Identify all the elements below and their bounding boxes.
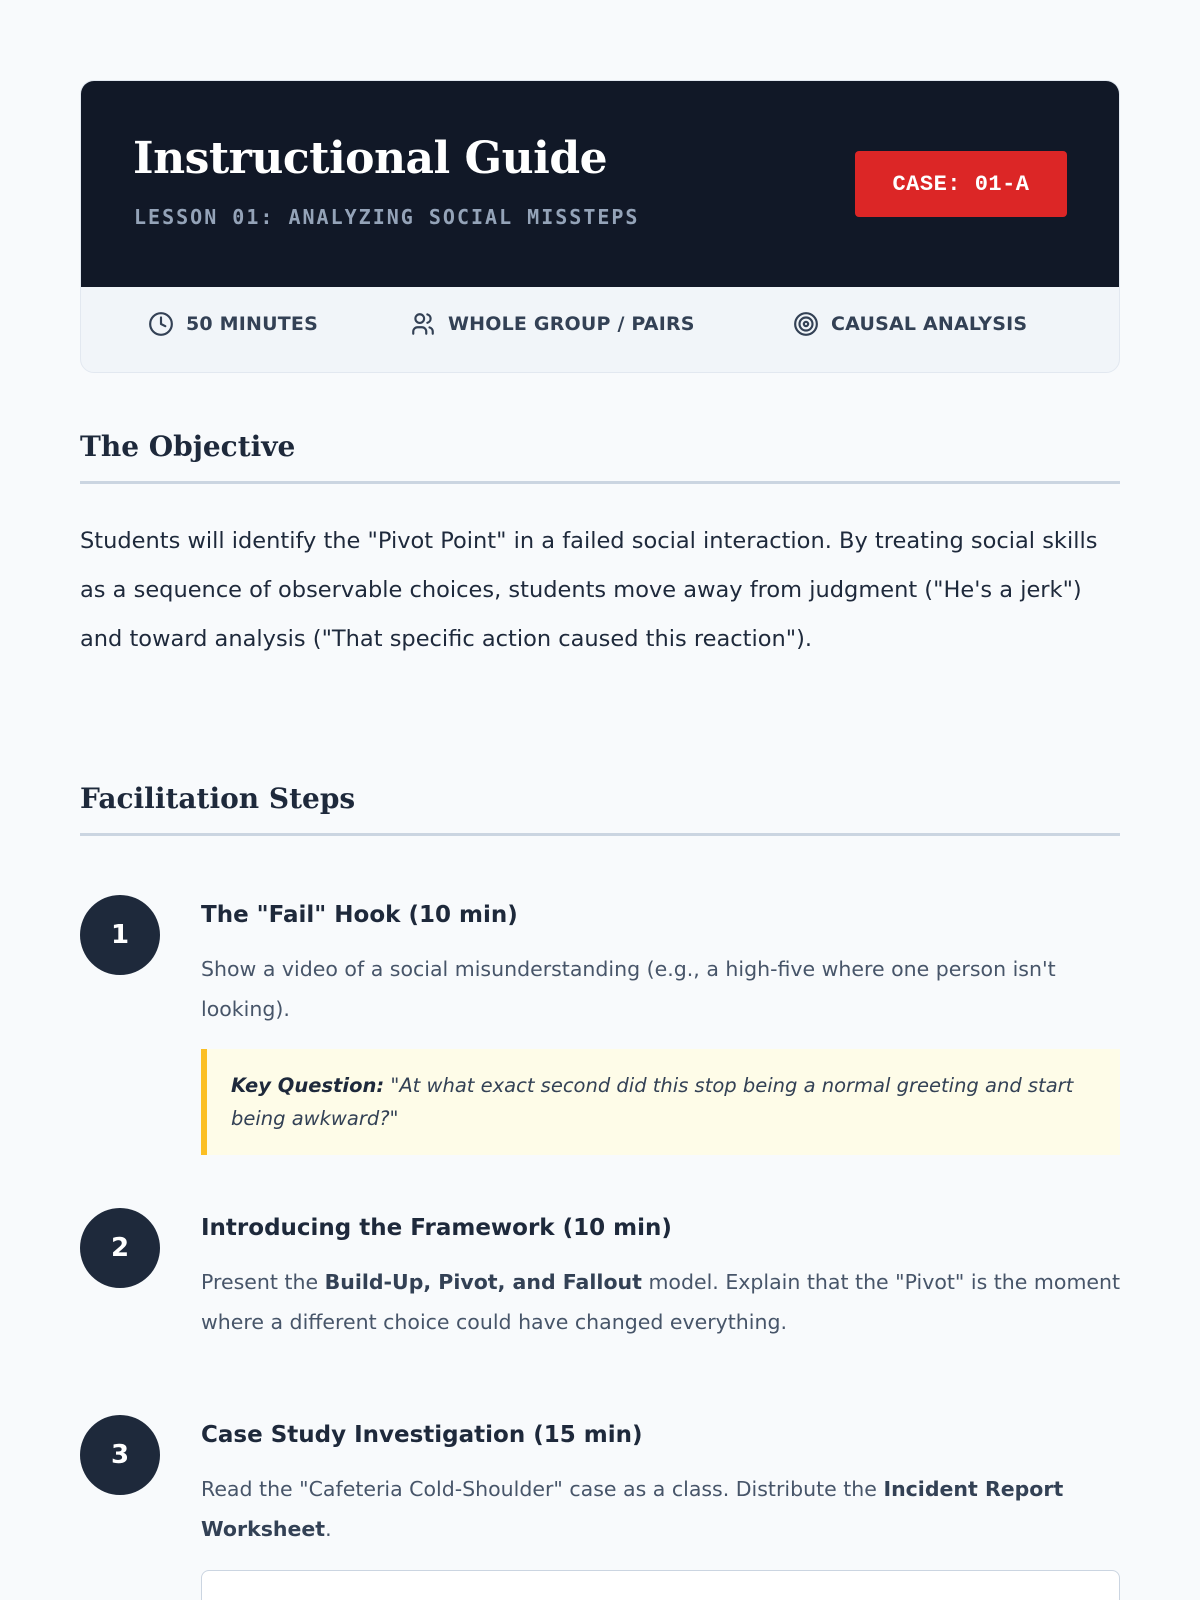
step-2-desc-bold: Build-Up, Pivot, and Fallout — [324, 1270, 642, 1294]
key-question-label: Key Question: — [231, 1074, 385, 1097]
step-title-3: Case Study Investigation (15 min) — [201, 1422, 643, 1448]
meta-skill-label: CAUSAL ANALYSIS — [831, 313, 1028, 335]
page-title: Instructional Guide — [133, 133, 608, 184]
step-title-2: Introducing the Framework (10 min) — [201, 1215, 672, 1241]
worksheet-panel — [201, 1570, 1120, 1600]
objective-heading: The Objective — [80, 430, 1120, 484]
case-badge: CASE: 01-A — [855, 151, 1067, 217]
clock-icon — [148, 311, 174, 337]
step-description-1: Show a video of a social misunderstanding (e.g., a high-five where one person isn't looking). — [201, 957, 1056, 1021]
step-description-2 — [201, 1262, 1121, 1342]
users-icon — [410, 311, 436, 337]
step-number-1: 1 — [80, 895, 160, 975]
step-title-1: The "Fail" Hook (10 min) — [201, 902, 518, 928]
step-3-desc-bold: Incident Report Worksheet — [201, 1477, 1064, 1541]
meta-duration-label: 50 MINUTES — [186, 313, 318, 335]
step-3-desc-pre: Read the "Cafeteria Cold-Shoulder" case as a class. Distribute the — [201, 1477, 884, 1501]
key-question-callout — [201, 1049, 1120, 1155]
step-number-2: 2 — [80, 1208, 160, 1288]
objective-text: Students will identify the "Pivot Point" in a failed social interaction. By treating social skills as a sequence of observable choices, students move away from judgment ("He's a jerk") and toward analysis ("That specific action caused this reaction"). — [80, 528, 1098, 652]
meta-grouping — [410, 311, 695, 337]
meta-skill — [793, 311, 1027, 337]
target-icon — [793, 311, 819, 337]
facilitation-heading: Facilitation Steps — [80, 782, 1120, 836]
step-description-3 — [201, 1469, 1121, 1549]
step-2-desc-post: model. Explain that the "Pivot" is the moment where a different choice could have changed everything. — [201, 1270, 1121, 1334]
step-3-desc-post: . — [325, 1517, 332, 1541]
step-number-3: 3 — [80, 1415, 160, 1495]
meta-duration — [148, 311, 318, 337]
meta-grouping-label: WHOLE GROUP / PAIRS — [448, 313, 695, 335]
lesson-subtitle: LESSON 01: ANALYZING SOCIAL MISSTEPS — [134, 205, 640, 229]
key-question-text: "At what exact second did this stop being a normal greeting and start being awkward?" — [231, 1074, 1074, 1130]
step-2-desc-pre: Present the — [201, 1270, 325, 1294]
header-banner — [81, 81, 1119, 287]
